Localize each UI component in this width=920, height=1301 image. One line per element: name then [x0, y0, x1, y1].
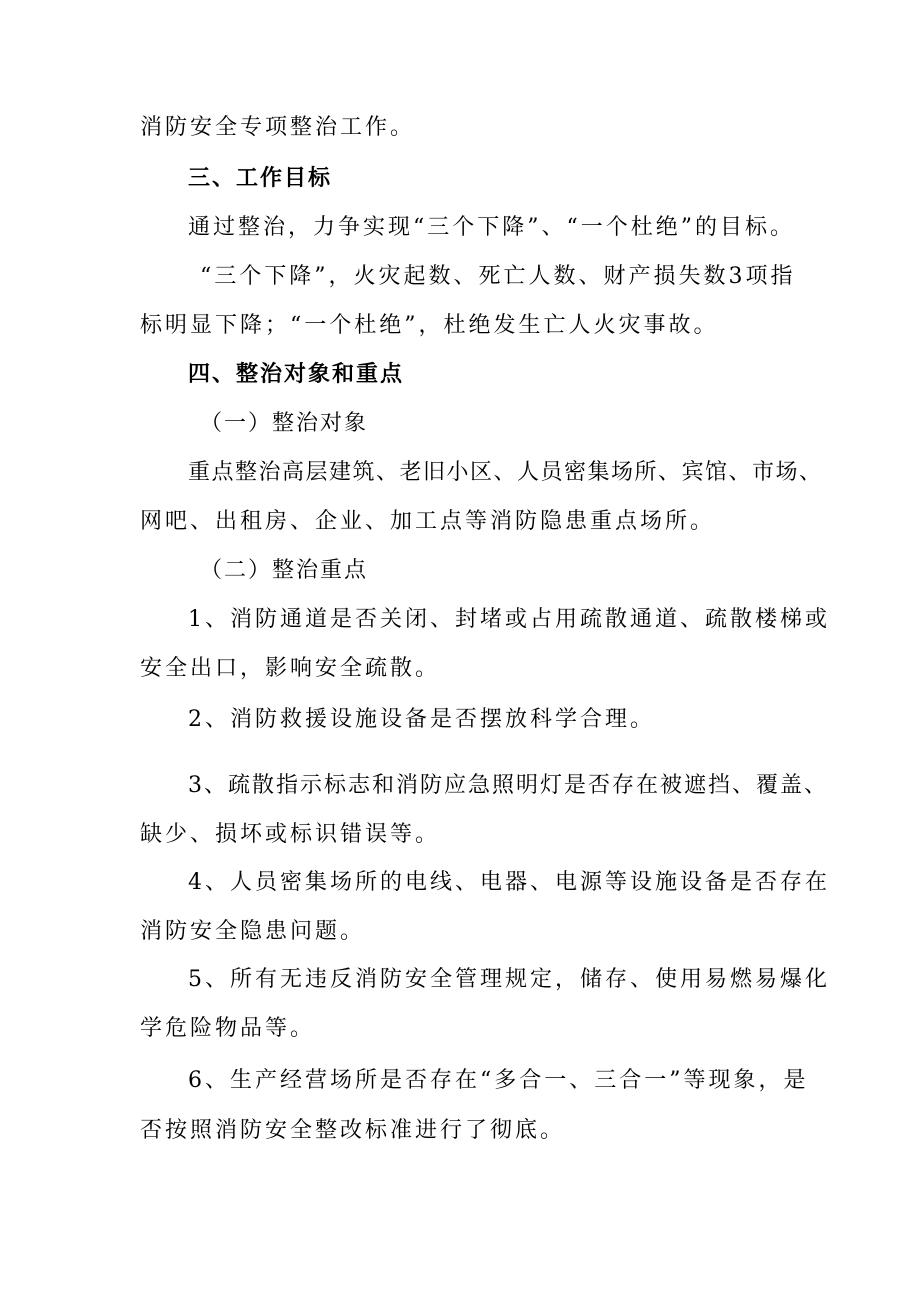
focus-item-4-line: 4、人员密集场所的电线、电器、电源等设施设备是否存在 — [188, 870, 830, 895]
three-declines-paragraph-line: “三个下降”，火灾起数、死亡人数、财产损失数3项指 — [200, 264, 796, 289]
focus-item-6-line: 6、生产经营场所是否存在“多合一、三合一”等现象，是 — [188, 1068, 809, 1093]
section-heading-targets-and-focus: 四、整治对象和重点 — [188, 362, 405, 387]
subheading-targets: （一）整治对象 — [200, 411, 369, 436]
focus-item-6-line: 否按照消防安全整改标准进行了彻底。 — [140, 1118, 566, 1143]
focus-item-1-line: 安全出口，影响安全疏散。 — [140, 656, 441, 681]
section-heading-work-goals: 三、工作目标 — [188, 166, 333, 191]
focus-item-2-line: 2、消防救援设施设备是否摆放科学合理。 — [188, 707, 655, 732]
targets-paragraph-line: 网吧、出租房、企业、加工点等消防隐患重点场所。 — [140, 509, 716, 534]
subheading-focus: （二）整治重点 — [200, 558, 369, 583]
focus-item-1-line: 1、消防通道是否关闭、封堵或占用疏散通道、疏散楼梯或 — [188, 607, 830, 632]
focus-item-5-line: 5、所有无违反消防安全管理规定，储存、使用易燃易爆化 — [188, 967, 830, 992]
focus-item-3-line: 3、疏散指示标志和消防应急照明灯是否存在被遮挡、覆盖、 — [188, 773, 828, 798]
focus-item-3-line: 缺少、损坏或标识错误等。 — [140, 822, 441, 847]
three-declines-paragraph-line: 标明显下降；“一个杜绝”，杜绝发生亡人火灾事故。 — [140, 313, 719, 338]
targets-paragraph-line: 重点整治高层建筑、老旧小区、人员密集场所、宾馆、市场、 — [188, 460, 823, 485]
focus-item-4-line: 消防安全隐患问题。 — [140, 919, 366, 944]
focus-item-5-line: 学危险物品等。 — [140, 1016, 316, 1041]
goal-paragraph-line: 通过整治，力争实现“三个下降”、“一个杜绝”的目标。 — [188, 215, 795, 240]
paragraph-continuation-line: 消防安全专项整治工作。 — [140, 115, 416, 140]
